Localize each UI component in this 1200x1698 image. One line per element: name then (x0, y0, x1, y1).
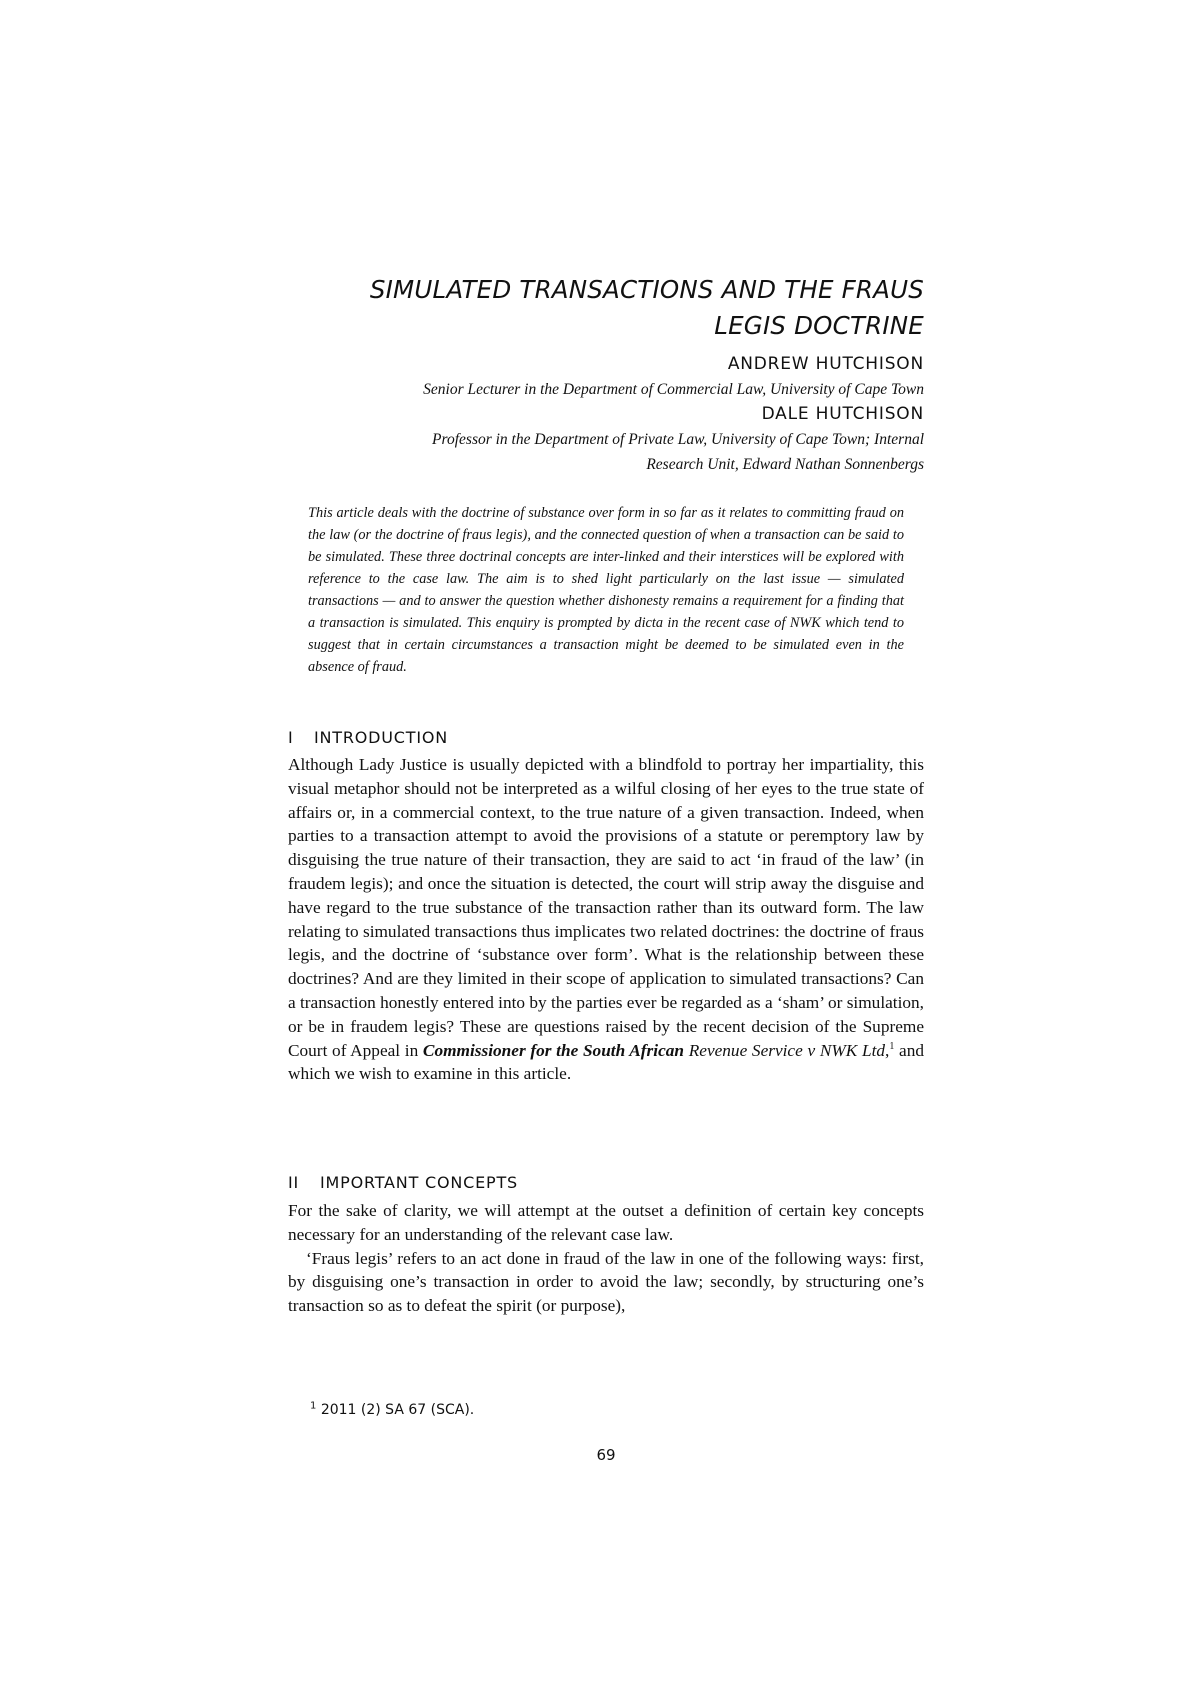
author-name-2: DALE HUTCHISON (761, 404, 924, 424)
footnote-text: 2011 (2) SA 67 (SCA). (316, 1402, 475, 1418)
case-citation-a: Commissioner for the South African (422, 1040, 685, 1060)
page-number: 69 (596, 1446, 616, 1464)
author-affiliation-2b: Research Unit, Edward Nathan Sonnenbergs (646, 456, 924, 473)
abstract: This article deals with the doctrine of substance over form in so far as it relates to committing fraud on the law (or the doctrine of fraus legis), and the connected question of when a transaction can be said to be simulated. These three doctrinal concepts are inter-linked and their interstices will be explored with reference to the case law. The aim is to shed light particularly on the last issue — simulated transactions — and to answer the question whether dishonesty remains a requirement for a finding that a transaction is simulated. This enquiry is prompted by dicta in the recent case of NWK which tend to suggest that in certain circumstances a transaction might be deemed to be simulated even in the absence of fraud. (308, 505, 904, 675)
important-concepts-body (288, 1199, 924, 1318)
author-name-1: ANDREW HUTCHISON (727, 354, 924, 374)
section-number: I (288, 728, 294, 747)
author-affiliation-1: Senior Lecturer in the Department of Commercial Law, University of Cape Town (423, 381, 924, 398)
section-title: INTRODUCTION (314, 728, 449, 747)
section-number: II (288, 1173, 300, 1192)
footnote-reference[interactable]: 1 (889, 1040, 895, 1052)
case-tail: , (885, 1040, 890, 1060)
paragraph-text: Although Lady Justice is usually depicted with a blindfold to portray her impartiality, this visual metaphor should not be interpreted as a wilful closing of her eyes to the true state of affairs or, in a commercial context, to the true nature of a given transaction. Indeed, when parties to a transaction attempt to avoid the provisions of a statute or peremptory law by disguising the true nature of their transaction, they are said to act ‘in fraud of the law’ (in fraudem legis); and once the situation is detected, the court will strip away the disguise and have regard to the true substance of the transaction rather than its outward form. The law relating to simulated transactions thus implicates two related doctrines: the doctrine of fraus legis, and the doctrine of ‘substance over form’. What is the relationship between these doctrines? And are they limited in their scope of application to simulated transactions? Can a transaction honestly entered into by the parties ever be regarded as a ‘sham’ or simulation, or be in fraudem legis? These are questions raised by the recent decision of the Supreme Court of Appeal in (288, 755, 924, 1060)
section-heading-important-concepts (288, 1171, 924, 1195)
section-heading-introduction (288, 726, 924, 750)
introduction-body (288, 753, 924, 1086)
paragraph (288, 753, 924, 1086)
author-block (288, 352, 924, 477)
article-title (288, 272, 924, 344)
title-line-2: LEGIS DOCTRINE (714, 311, 924, 340)
paragraph: For the sake of clarity, we will attempt at the outset a definition of certain key concepts necessary for an understanding of the relevant case law. (288, 1201, 924, 1244)
paragraph: ‘Fraus legis’ refers to an act done in fraud of the law in one of the following ways: first, by disguising one’s transaction in order to avoid the law; secondly, by structuring one’s transaction so as to defeat the spirit (or purpose), (288, 1248, 924, 1316)
paragraph-end: and which we wish to examine in this article. (288, 1040, 925, 1084)
case-citation-b: Revenue Service v NWK Ltd (688, 1040, 886, 1060)
section-title: IMPORTANT CONCEPTS (320, 1173, 519, 1192)
footnote-number: 1 (310, 1400, 317, 1412)
footnote (310, 1400, 924, 1420)
title-line-1: SIMULATED TRANSACTIONS AND THE FRAUS (369, 275, 924, 304)
author-affiliation-2a: Professor in the Department of Private Law, University of Cape Town; Internal (432, 431, 924, 448)
